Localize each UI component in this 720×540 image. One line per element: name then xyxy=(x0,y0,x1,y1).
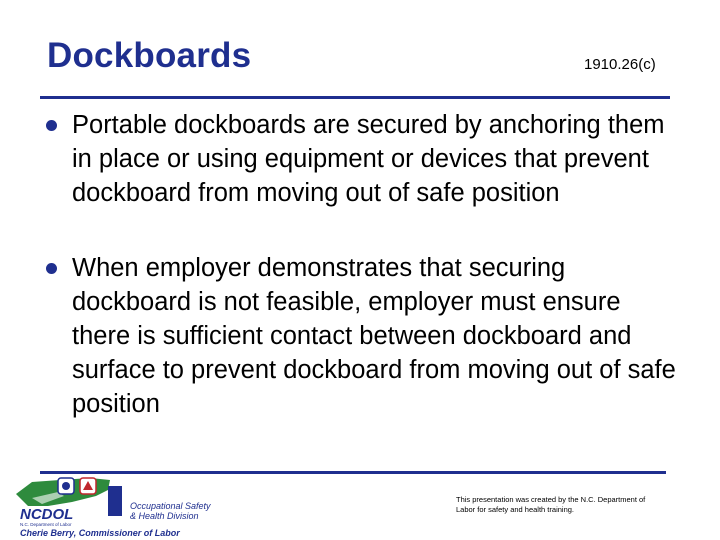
slide-title: Dockboards xyxy=(47,36,252,75)
bullet-list xyxy=(40,108,680,421)
ncdol-logo xyxy=(12,472,212,538)
title-divider xyxy=(40,96,670,99)
credit-note: This presentation was created by the N.C. Department of Labor for safety and health training. xyxy=(456,495,646,514)
bullet-dot-icon xyxy=(46,120,57,131)
division-line2: & Health Division xyxy=(130,511,199,521)
agency-short: NCDOL xyxy=(20,506,74,523)
bullet-text: When employer demonstrates that securing dockboard is not feasible, employer must ensure there is sufficient contact between dockboard and surface to prevent dockboard from moving out of safe position xyxy=(72,254,676,418)
bullet-item xyxy=(40,251,680,421)
division-line1: Occupational Safety xyxy=(130,501,211,511)
bullet-item xyxy=(40,108,680,210)
standard-reference: 1910.26(c) xyxy=(584,56,656,73)
commissioner-line: Cherie Berry, Commissioner of Labor xyxy=(20,528,180,538)
bullet-text: Portable dockboards are secured by anchoring them in place or using equipment or devices that prevent dockboard from moving out of safe position xyxy=(72,111,665,207)
agency-sub: N.C. Department of Labor xyxy=(20,522,72,527)
bullet-dot-icon xyxy=(46,263,57,274)
